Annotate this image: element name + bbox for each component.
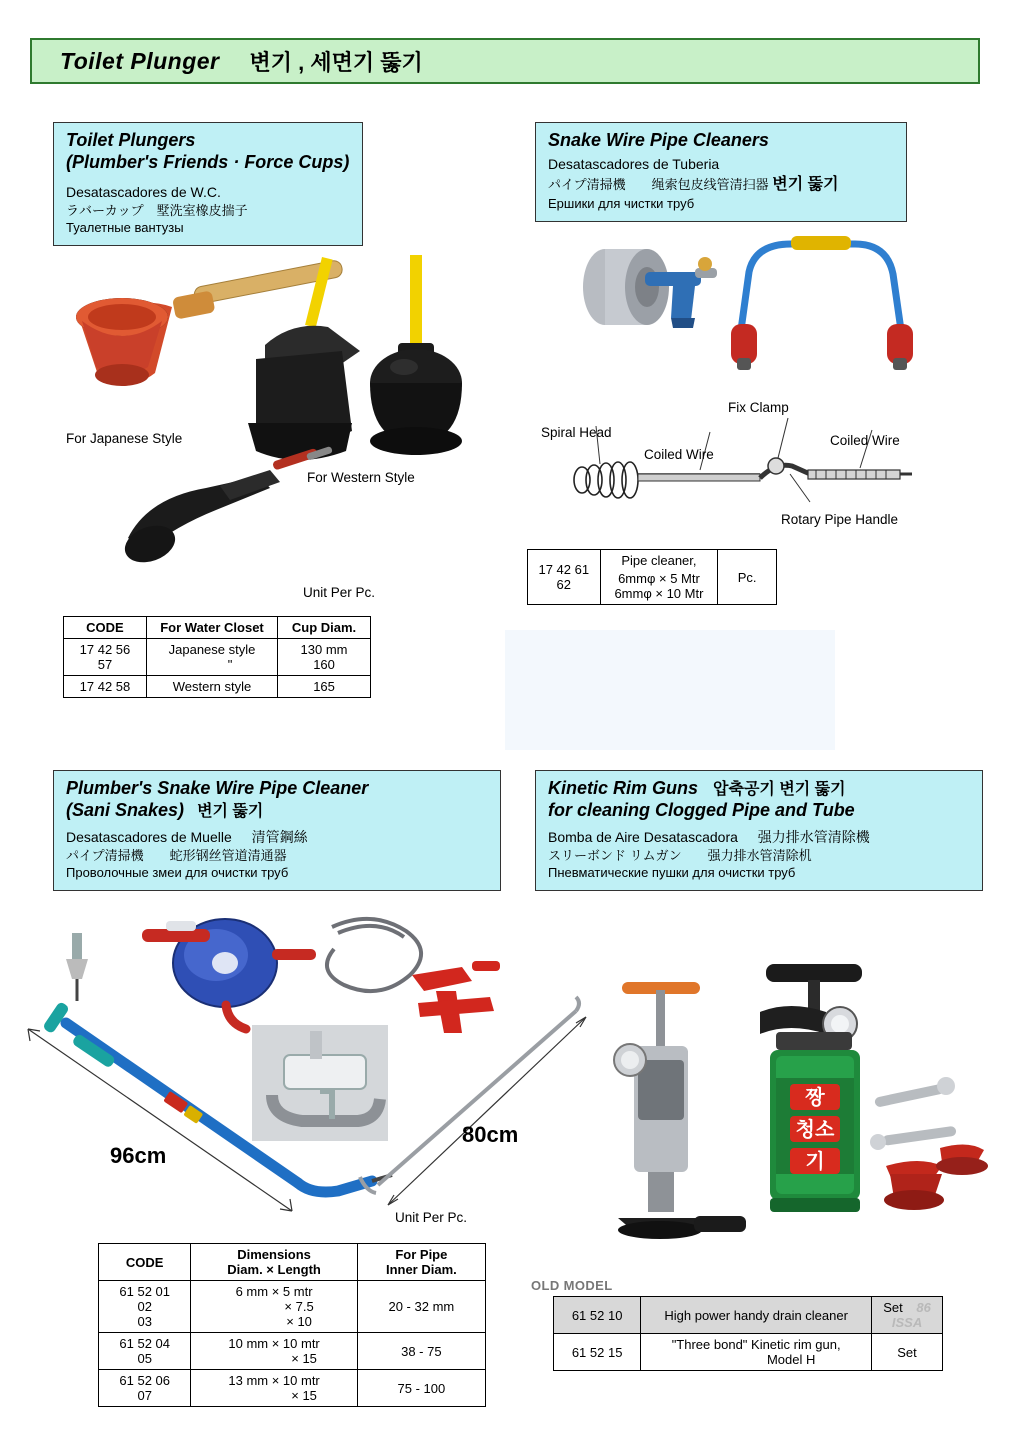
coiled-wire-diagram bbox=[560, 440, 920, 520]
cell-dim-line2: × 15 bbox=[291, 1351, 317, 1366]
table-row bbox=[99, 1281, 486, 1333]
caption-sub-jp: ラバーカップ 墅洗室橡皮揣子 bbox=[66, 202, 248, 218]
cell-code-main: 61 52 01 bbox=[119, 1284, 171, 1299]
caption-sub-ru: Проволочные змеи для очистки труб bbox=[66, 865, 289, 881]
cell-desc-line1: "Three bond" Kinetic rim gun, bbox=[671, 1337, 841, 1352]
table-sani-snakes bbox=[98, 1243, 486, 1407]
caption-title-line1 bbox=[548, 778, 972, 800]
cell-inner-diam: 75 - 100 bbox=[357, 1370, 485, 1407]
table-row bbox=[99, 1333, 486, 1370]
caption-title-line2 bbox=[66, 800, 490, 822]
kinetic-rim-gun-artwork bbox=[590, 950, 990, 1260]
label-old-model: OLD MODEL bbox=[531, 1278, 613, 1293]
th-for-pipe-line1: For Pipe bbox=[395, 1247, 448, 1262]
cell-code bbox=[99, 1333, 191, 1370]
cell-desc bbox=[641, 1334, 872, 1371]
caption-sub-es-text: Bomba de Aire Desatascadora bbox=[548, 828, 738, 845]
cell-unit-text: Set bbox=[883, 1300, 903, 1315]
table-header-row bbox=[99, 1244, 486, 1281]
caption-sub-es: Desatascadores de Tuberia bbox=[548, 155, 720, 172]
caption-sub-es bbox=[66, 828, 490, 847]
cell-code-main: 61 52 06 bbox=[119, 1373, 171, 1388]
cell-code bbox=[99, 1370, 191, 1407]
cell-code-sub1: 07 bbox=[137, 1388, 152, 1403]
page-title-kr: 변기 , 세면기 뚫기 bbox=[249, 49, 423, 75]
cell-dim bbox=[191, 1370, 357, 1407]
callout-coiled-wire-2: Coiled Wire bbox=[830, 433, 900, 448]
caption-sub-jp bbox=[548, 174, 896, 196]
caption-sub-cn: 清管鋼絲 bbox=[251, 828, 308, 845]
dimension-label-80cm: 80cm bbox=[462, 1122, 519, 1147]
caption-sani-snakes bbox=[53, 770, 501, 891]
caption-sub-es bbox=[548, 828, 972, 847]
cell-unit: Pc. bbox=[718, 550, 777, 605]
cell-diam: 165 bbox=[278, 676, 371, 698]
callout-coiled-wire-1: Coiled Wire bbox=[644, 447, 714, 462]
cell-desc: Western style bbox=[146, 676, 277, 698]
background-tint bbox=[505, 630, 835, 750]
cell-inner-diam: 20 - 32 mm bbox=[357, 1281, 485, 1333]
svg-text:짱: 짱 bbox=[805, 1087, 825, 1109]
page-banner bbox=[30, 38, 980, 84]
cell-code: 61 52 10 bbox=[554, 1297, 641, 1334]
caption-title-line1: Plumber's Snake Wire Pipe Cleaner bbox=[66, 778, 369, 798]
table-row bbox=[554, 1334, 943, 1371]
th-dimensions bbox=[191, 1244, 357, 1281]
table-row bbox=[64, 639, 371, 676]
label-unit-per-pc-2: Unit Per Pc. bbox=[395, 1210, 468, 1225]
cell-code bbox=[99, 1281, 191, 1333]
snake-wire-artwork bbox=[545, 232, 925, 372]
table-kinetic-rim-guns bbox=[553, 1296, 943, 1371]
caption-sub-ru: Пневматические пушки для очистки труб bbox=[548, 865, 796, 881]
cell-desc: High power handy drain cleaner bbox=[641, 1297, 872, 1334]
table-snake-wire bbox=[527, 549, 777, 605]
caption-sub-cn: 强力排水管清除機 bbox=[757, 828, 870, 845]
caption-sub-jp-text: パイプ清掃機 绳索包皮线管清扫器 bbox=[548, 176, 769, 192]
cell-dim-line1: 10 mm × 10 mtr bbox=[228, 1336, 320, 1351]
cell-code: 61 52 15 bbox=[554, 1334, 641, 1371]
cell-dim bbox=[191, 1333, 357, 1370]
cell-diam-sub: 160 bbox=[313, 657, 335, 672]
cell-code-sub2: 03 bbox=[137, 1314, 152, 1329]
cell-diam-main: 130 mm bbox=[300, 642, 348, 657]
table-row bbox=[99, 1370, 486, 1407]
plunger-artwork bbox=[60, 255, 480, 585]
cell-code: 17 42 58 bbox=[64, 676, 147, 698]
caption-toilet-plungers bbox=[53, 122, 363, 246]
caption-title-kr: 압축공기 변기 뚫기 bbox=[713, 781, 846, 798]
cell-code-sub: 57 bbox=[97, 657, 113, 672]
caption-sub-jp: パイプ清掃機 蛇形钢丝管道清通器 bbox=[66, 847, 287, 863]
callout-spiral-head: Spiral Head bbox=[541, 425, 612, 440]
caption-sub-es-text: Desatascadores de Muelle bbox=[66, 828, 232, 845]
sani-snake-artwork bbox=[20, 905, 610, 1245]
cell-desc bbox=[146, 639, 277, 676]
cell-unit bbox=[872, 1297, 943, 1334]
dimension-label-96cm: 96cm bbox=[110, 1143, 167, 1168]
cell-dim bbox=[191, 1281, 357, 1333]
th-dimensions-line1: Dimensions bbox=[237, 1247, 311, 1262]
cell-dim-line1: 6 mm × 5 mtr bbox=[235, 1284, 313, 1299]
th-for-pipe-line2: Inner Diam. bbox=[385, 1262, 457, 1277]
cell-diam bbox=[278, 639, 371, 676]
cell-dim-line3: × 10 bbox=[286, 1314, 312, 1329]
cell-code-main: 17 42 61 bbox=[538, 562, 590, 577]
cell-code-sub1: 05 bbox=[137, 1351, 152, 1366]
callout-fix-clamp: Fix Clamp bbox=[728, 400, 789, 415]
th-cup-diam: Cup Diam. bbox=[278, 617, 371, 639]
cell-code-sub1: 02 bbox=[137, 1299, 152, 1314]
cell-issa-note: 86 ISSA bbox=[891, 1300, 931, 1330]
label-western-style: For Western Style bbox=[307, 470, 415, 485]
table-row bbox=[64, 676, 371, 698]
caption-sub-jp: スリーボンド リムガン 强力排水管清除机 bbox=[548, 847, 812, 863]
caption-title-line2-text: (Sani Snakes) bbox=[66, 799, 185, 820]
cell-dim-line2: × 7.5 bbox=[284, 1299, 314, 1314]
caption-sub-ru: Туалетные вантузы bbox=[66, 220, 184, 236]
cell-title: Pipe cleaner, bbox=[600, 550, 718, 572]
cell-spec-1: 6mmφ × 5 Mtr bbox=[600, 571, 718, 586]
label-unit-per-pc-1: Unit Per Pc. bbox=[303, 585, 376, 600]
cell-code bbox=[64, 639, 147, 676]
caption-snake-wire bbox=[535, 122, 907, 222]
caption-title-en1: Kinetic Rim Guns bbox=[548, 778, 699, 798]
th-dimensions-line2: Diam. × Length bbox=[227, 1262, 321, 1277]
cell-code-main: 61 52 04 bbox=[119, 1336, 171, 1351]
caption-sub-es: Desatascadores de W.C. bbox=[66, 183, 221, 200]
th-code: CODE bbox=[64, 617, 147, 639]
th-water-closet: For Water Closet bbox=[146, 617, 277, 639]
svg-text:기: 기 bbox=[805, 1151, 825, 1173]
cell-desc-sub: " bbox=[227, 657, 233, 672]
th-for-pipe bbox=[357, 1244, 485, 1281]
cell-code-group bbox=[528, 550, 601, 605]
caption-title-line2: (Plumber's Friends · Force Cups) bbox=[66, 151, 350, 172]
caption-sub-ru: Ершики для чистки труб bbox=[548, 196, 695, 212]
cell-inner-diam: 38 - 75 bbox=[357, 1333, 485, 1370]
caption-title-line2: for cleaning Clogged Pipe and Tube bbox=[548, 799, 855, 820]
table-header-row bbox=[64, 617, 371, 639]
table-row bbox=[554, 1297, 943, 1334]
cell-dim-line2: × 15 bbox=[291, 1388, 317, 1403]
cell-desc-line2: Model H bbox=[766, 1352, 816, 1367]
cell-code-main: 17 42 56 bbox=[79, 642, 131, 657]
th-code: CODE bbox=[99, 1244, 191, 1281]
cell-unit: Set bbox=[872, 1334, 943, 1371]
caption-title-kr: 변기 뚫기 bbox=[197, 802, 264, 820]
callout-rotary-pipe-handle: Rotary Pipe Handle bbox=[781, 512, 899, 527]
cell-dim-line1: 13 mm × 10 mtr bbox=[228, 1373, 320, 1388]
caption-title: Snake Wire Pipe Cleaners bbox=[548, 130, 769, 150]
cell-code-sub: 62 bbox=[556, 577, 571, 592]
label-japanese-style: For Japanese Style bbox=[66, 431, 183, 446]
table-toilet-plungers bbox=[63, 616, 371, 698]
cell-desc-main: Japanese style bbox=[168, 642, 256, 657]
table-row bbox=[528, 550, 777, 572]
svg-text:청소: 청소 bbox=[795, 1119, 835, 1141]
caption-sub-kr: 변기 뚫기 bbox=[772, 175, 839, 193]
caption-kinetic-rim-guns bbox=[535, 770, 983, 891]
page-title-en: Toilet Plunger bbox=[60, 47, 220, 74]
cell-spec-2: 6mmφ × 10 Mtr bbox=[600, 586, 718, 605]
caption-title-line1: Toilet Plungers bbox=[66, 130, 196, 150]
